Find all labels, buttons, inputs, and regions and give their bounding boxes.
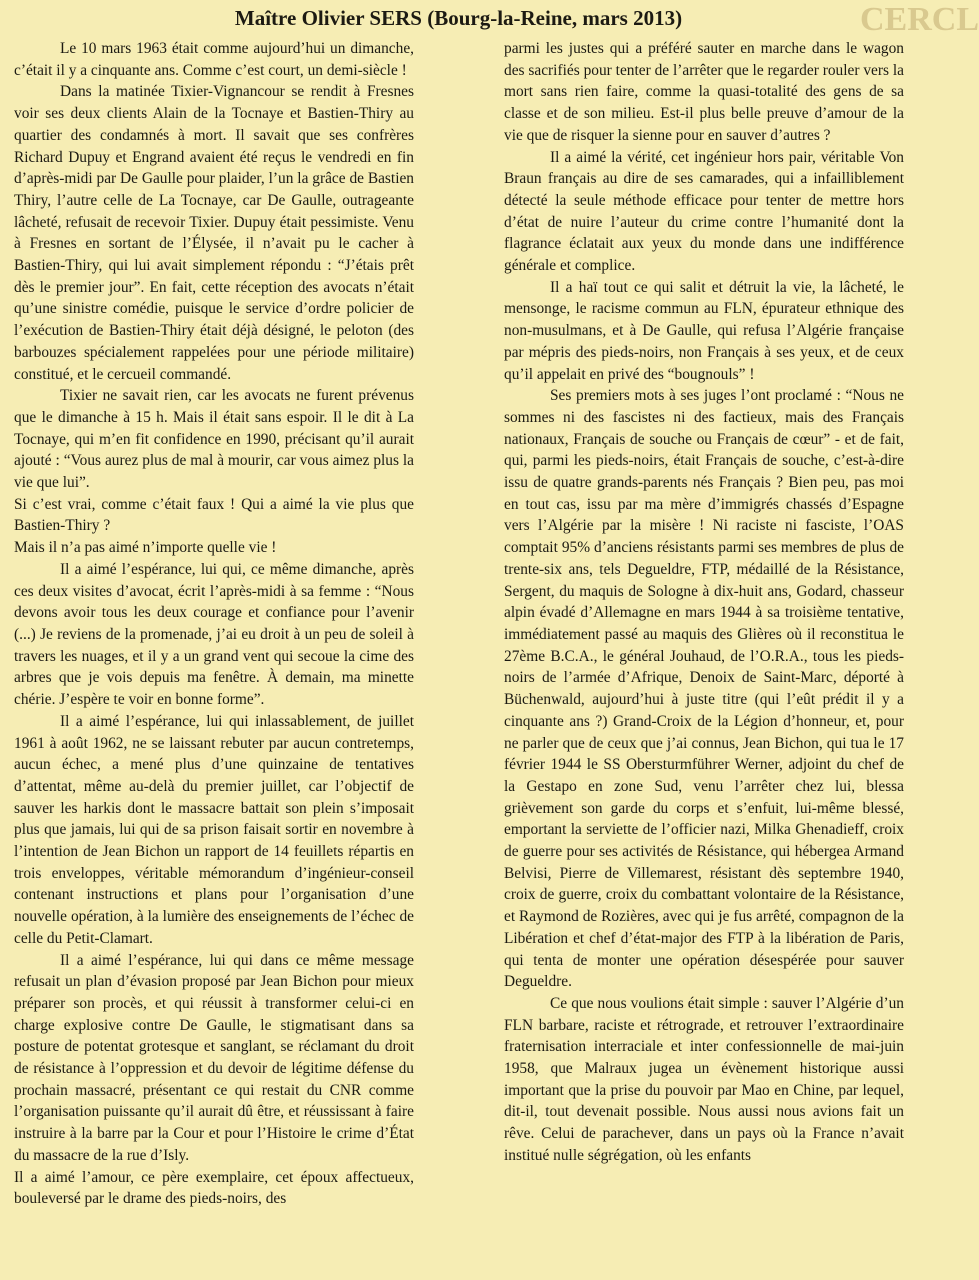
- paragraph: Il a aimé l’espérance, lui qui, ce même dimanche, après ces deux visites d’avocat, écrit l’après-midi à sa femme : “Nous devons avoir tous les deux courage et confiance pour l’avenir (...) Je reviens de la promenade, j’ai eu droit à un peu de soleil à travers les nuages, et il y a un grand vent qui secoue la cime des arbres que je vois depuis ma fenêtre. À demain, ma minette chérie. J’espère te voir en bonne forme”.: [14, 560, 414, 709]
- background-bleed-text: CERCL: [860, 1, 979, 38]
- page-title: Maître Olivier SERS (Bourg-la-Reine, mars 2013): [234, 6, 683, 30]
- paragraph: Si c’est vrai, comme c’était faux ! Qui a aimé la vie plus que Bastien-Thiry ?: [14, 495, 414, 535]
- paragraph: Il a aimé l’espérance, lui qui inlassablement, de juillet 1961 à août 1962, ne se laissant rebuter par aucun contretemps, aucun échec, a mené plus d’une quinzaine de tentatives d’attentat, même au-delà du premier juillet, car l’objectif de sauver les harkis dont le massacre battait son plein s’imposait plus que jamais, lui qui de sa prison faisait sortir en novembre à l’intention de Jean Bichon un rapport de 14 feuillets répartis en trois enveloppes, véritable mémorandum d’ingénieur-conseil contenant instructions et plans pour l’organisation d’une nouvelle opération, à la lumière des enseignements de l’échec de celle du Petit-Clamart.: [14, 712, 414, 947]
- paragraph: Il a aimé la vérité, cet ingénieur hors pair, véritable Von Braun français au dire de ses camarades, qui a infailliblement détecté la seule méthode efficace pour tenter de mettre hors d’état de nuire l’auteur du crime contre l’humanité dont la flagrance éclatait aux yeux du monde dans une indifférence générale et complice.: [504, 148, 904, 275]
- paragraph: Ce que nous voulions était simple : sauver l’Algérie d’un FLN barbare, raciste et rétrograde, et retrouver l’extraordinaire fraternisation interraciale et inter confessionnelle de mai-juin 1958, que Malraux jugea un évènement historique aussi important que la prise du pouvoir par Mao en Chine, par lequel, dit-il, tout devenait possible. Nous aussi nous avions fait un rêve. Celui de parachever, dans un pays où la France n’avait institué nulle ségrégation, où les enfants: [504, 994, 904, 1164]
- paragraph: Il a haï tout ce qui salit et détruit la vie, la lâcheté, le mensonge, le racisme commun au FLN, épurateur ethnique des non-musulmans, et à De Gaulle, qui refusa l’Algérie française par mépris des pieds-noirs, non Français à ses yeux, et de ceux qu’il appelait en privé des “bougnouls” !: [504, 278, 904, 383]
- paragraph: Ses premiers mots à ses juges l’ont proclamé : “Nous ne sommes ni des fascistes ni des factieux, mais des Français nationaux, Français de souche ou Français de cœur” - et de fait, qui, parmi les pieds-noirs, était Français de souche, c’est-à-dire issu de quatre grands-parents nés Français ? Bien peu, pas moi en tout cas, issu par ma mère d’immigrés chassés d’Espagne vers l’Algérie par la misère ! Ni raciste ni fasciste, l’OAS comptait 95% d’anciens résistants parmi ses membres de plus de trente-six ans, tels Degueldre, FTP, médaillé de la Résistance, Sergent, du maquis de Sologne à dix-huit ans, Godard, chasseur alpin évadé d’Allemagne en mars 1944 à sa troisième tentative, immédiatement passé au maquis des Glières où il reconstitua le 27ème B.C.A., le général Jouhaud, de l’O.R.A., tous les pieds-noirs de l’armée d’Afrique, Denoix de Saint-Marc, déporté à Büchenwald, aujourd’hui à juste titre (qui l’eût prédit il y a cinquante ans ?) Grand-Croix de la Légion d’honneur, et, pour ne parler que de ceux que j’ai connus, Jean Bichon, qui tua le 17 février 1944 le SS Obersturmführer Werner, adjoint du chef de la Gestapo en zone Sud, venu l’arrêter chez lui, blessa grièvement son garde du corps et s’enfuit, lui-même blessé, emportant la serviette de l’officier nazi, Milka Ghenadieff, croix de guerre pour ses activités de Résistance, qui hébergea Armand Belvisi, Pierre de Villemarest, résistant dès septembre 1940, croix de guerre, croix du combattant volontaire de la Résistance, et Raymond de Rozières, avec qui je fus arrêté, compagnon de la Libération et chef d’état-major des FTP à la libération de Paris, qui tenta de monter une opération désespérée pour sauver Degueldre.: [504, 387, 904, 991]
- paragraph: Il a aimé l’amour, ce père exemplaire, cet époux affectueux, bouleversé par le drame des pieds-noirs, des: [14, 1168, 414, 1208]
- paragraph: Le 10 mars 1963 était comme aujourd’hui un dimanche, c’était il y a cinquante ans. Comme c’est court, un demi-siècle !: [14, 40, 414, 79]
- paragraph: parmi les justes qui a préféré sauter en marche dans le wagon des sacrifiés pour tenter de l’arrêter que le regarder rouler vers la mort sans rien faire, comme la quasi-totalité des gens de sa classe et de son milieu. Est-il plus belle preuve d’amour de la vie que de risquer la sienne pour en sauver d’autres ?: [504, 40, 904, 144]
- right-column: [504, 38, 904, 1280]
- paragraph: Tixier ne savait rien, car les avocats ne furent prévenus que le dimanche à 15 h. Mais il était sans espoir. Il le dit à La Tocnaye, qui m’en fit confidence en 1990, précisant qu’il aurait ajouté : “Vous aurez plus de mal à mourir, car vous aimez plus la vie que lui”.: [14, 387, 414, 492]
- paragraph: Dans la matinée Tixier-Vignancour se rendit à Fresnes voir ses deux clients Alain de la Tocnaye et Bastien-Thiry au quartier des condamnés à mort. Il savait que ses confrères Richard Dupuy et Engrand avaient été reçus le vendredi en fin d’après-midi par De Gaulle pour plaider, l’un la grâce de Bastien Thiry, l’autre celle de La Tocnaye, car De Gaulle, outrageante lâcheté, refusait de recevoir Tixier. Dupuy était pessimiste. Venu à Fresnes en sortant de l’Élysée, il n’avait pu le cacher à Bastien-Thiry, qui lui avait simplement répondu : “J’étais prêt dès le premier jour”. En fait, cette réception des avocats n’était qu’une sinistre comédie, puisque le service d’ordre policier de l’exécution de Bastien-Thiry était déjà désigné, le peloton (des barbouzes spécialement rappelées pour une période militaire) constitué, et le cercueil commandé.: [14, 83, 414, 383]
- paragraph: Il a aimé l’espérance, lui qui dans ce même message refusait un plan d’évasion proposé par Jean Bichon pour mieux préparer son procès, et qui réussit à transformer celui-ci en charge explosive contre De Gaulle, le stigmatisant dans sa posture de potentat grotesque et sanglant, se réclamant du droit de résistance à l’oppression et du devoir de légitime défense du prochain massacré, présentant ce qui restait du CNR comme l’organisation puissante qu’il aurait dû être, et réussissant à faire instruire à la barre par la Cour et pour l’Histoire le crime d’État du massacre de la rue d’Isly.: [14, 951, 414, 1164]
- paragraph: Mais il n’a pas aimé n’importe quelle vie !: [14, 539, 277, 557]
- left-column: [14, 38, 414, 1280]
